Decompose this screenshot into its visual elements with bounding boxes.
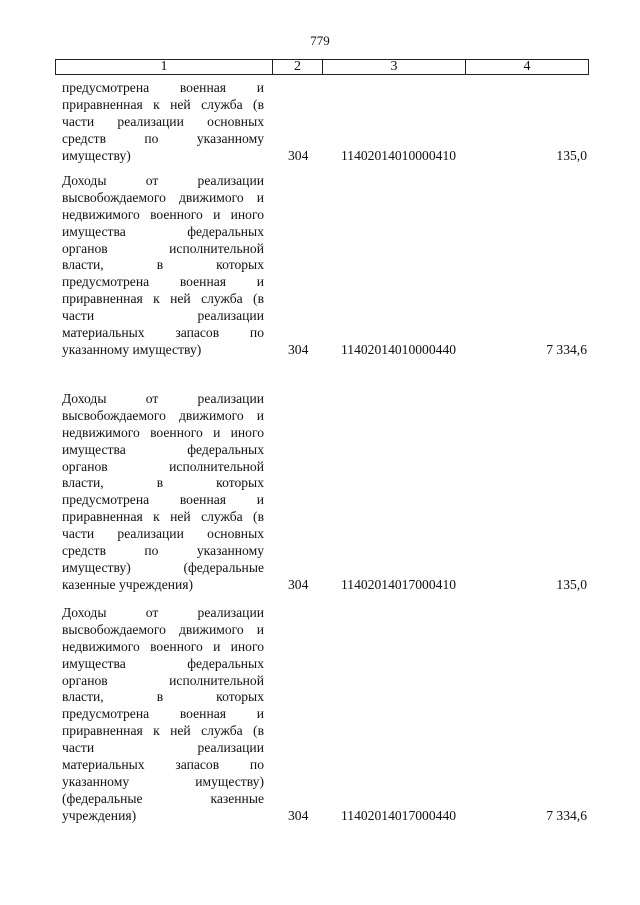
description-line: высвобождаемого движимого и [62,407,264,423]
description-line: Доходы от реализации [62,173,264,188]
description-line: Доходы от реализации [62,391,264,406]
description-line: недвижимого военного и иного [62,638,264,654]
description-line: казенные учреждения) [62,576,194,592]
description-line: имущества федеральных [62,223,264,239]
description-line: предусмотрена военная и [62,492,264,508]
description-line: имущества федеральных [62,441,264,457]
header-col-2: 2 [273,60,323,74]
description-line: недвижимого военного и иного [62,206,264,222]
page-number: 779 [310,33,330,48]
budget-code: 11402014010000440 [341,342,457,357]
description-line: части реализации [62,308,264,324]
budget-code: 11402014017000410 [341,576,457,592]
description-line: высвобождаемого движимого и [62,621,264,637]
description-line: части реализации основных [62,113,264,129]
description-line: приравненная к ней служба (в [62,509,264,525]
description-line: учреждения) [62,807,137,823]
description-line: средств по указанному [62,543,264,559]
description-line: предусмотрена военная и [62,274,264,290]
description-line: указанному имуществу) [62,341,202,357]
description-line: части реализации [62,740,264,756]
row-description [62,173,264,359]
admin-code: 304 [288,147,309,163]
description-line: высвобождаемого движимого и [62,189,264,205]
table-header [55,59,589,75]
admin-code: 304 [288,807,309,823]
description-line: недвижимого военного и иного [62,424,264,440]
amount-value: 7 334,6 [546,342,587,357]
row-description [62,80,264,164]
description-line: средств по указанному [62,130,264,146]
description-line: указанному имуществу) [62,773,264,789]
description-line: приравненная к ней служба (в [62,291,264,307]
admin-code: 304 [288,576,309,592]
description-line: материальных запасов по [62,757,264,773]
description-line: предусмотрена военная и [62,80,264,95]
amount-value: 7 334,6 [546,807,587,823]
description-line: власти, в которых [62,689,264,705]
description-line: власти, в которых [62,257,264,273]
description-line: приравненная к ней служба (в [62,723,264,739]
budget-code: 11402014017000440 [341,807,457,823]
row-description [62,605,264,825]
description-line: материальных запасов по [62,325,264,341]
amount-value: 135,0 [556,147,587,163]
description-line: органов исполнительной [62,458,264,474]
description-line: приравненная к ней служба (в [62,96,264,112]
admin-code: 304 [288,342,309,357]
amount-value: 135,0 [556,576,587,592]
description-line: части реализации основных [62,526,264,542]
description-line: власти, в которых [62,475,264,491]
description-line: имущества федеральных [62,655,264,671]
description-line: имуществу) (федеральные [62,559,264,575]
header-col-1: 1 [56,60,273,74]
header-col-4: 4 [523,59,531,74]
description-line: Доходы от реализации [62,605,264,620]
budget-code: 11402014010000410 [341,147,457,163]
description-line: предусмотрена военная и [62,706,264,722]
header-col-3: 3 [323,60,466,74]
description-line: органов исполнительной [62,240,264,256]
description-line: (федеральные казенные [62,790,264,806]
row-description [62,391,264,594]
description-line: имуществу) [62,147,131,163]
description-line: органов исполнительной [62,672,264,688]
